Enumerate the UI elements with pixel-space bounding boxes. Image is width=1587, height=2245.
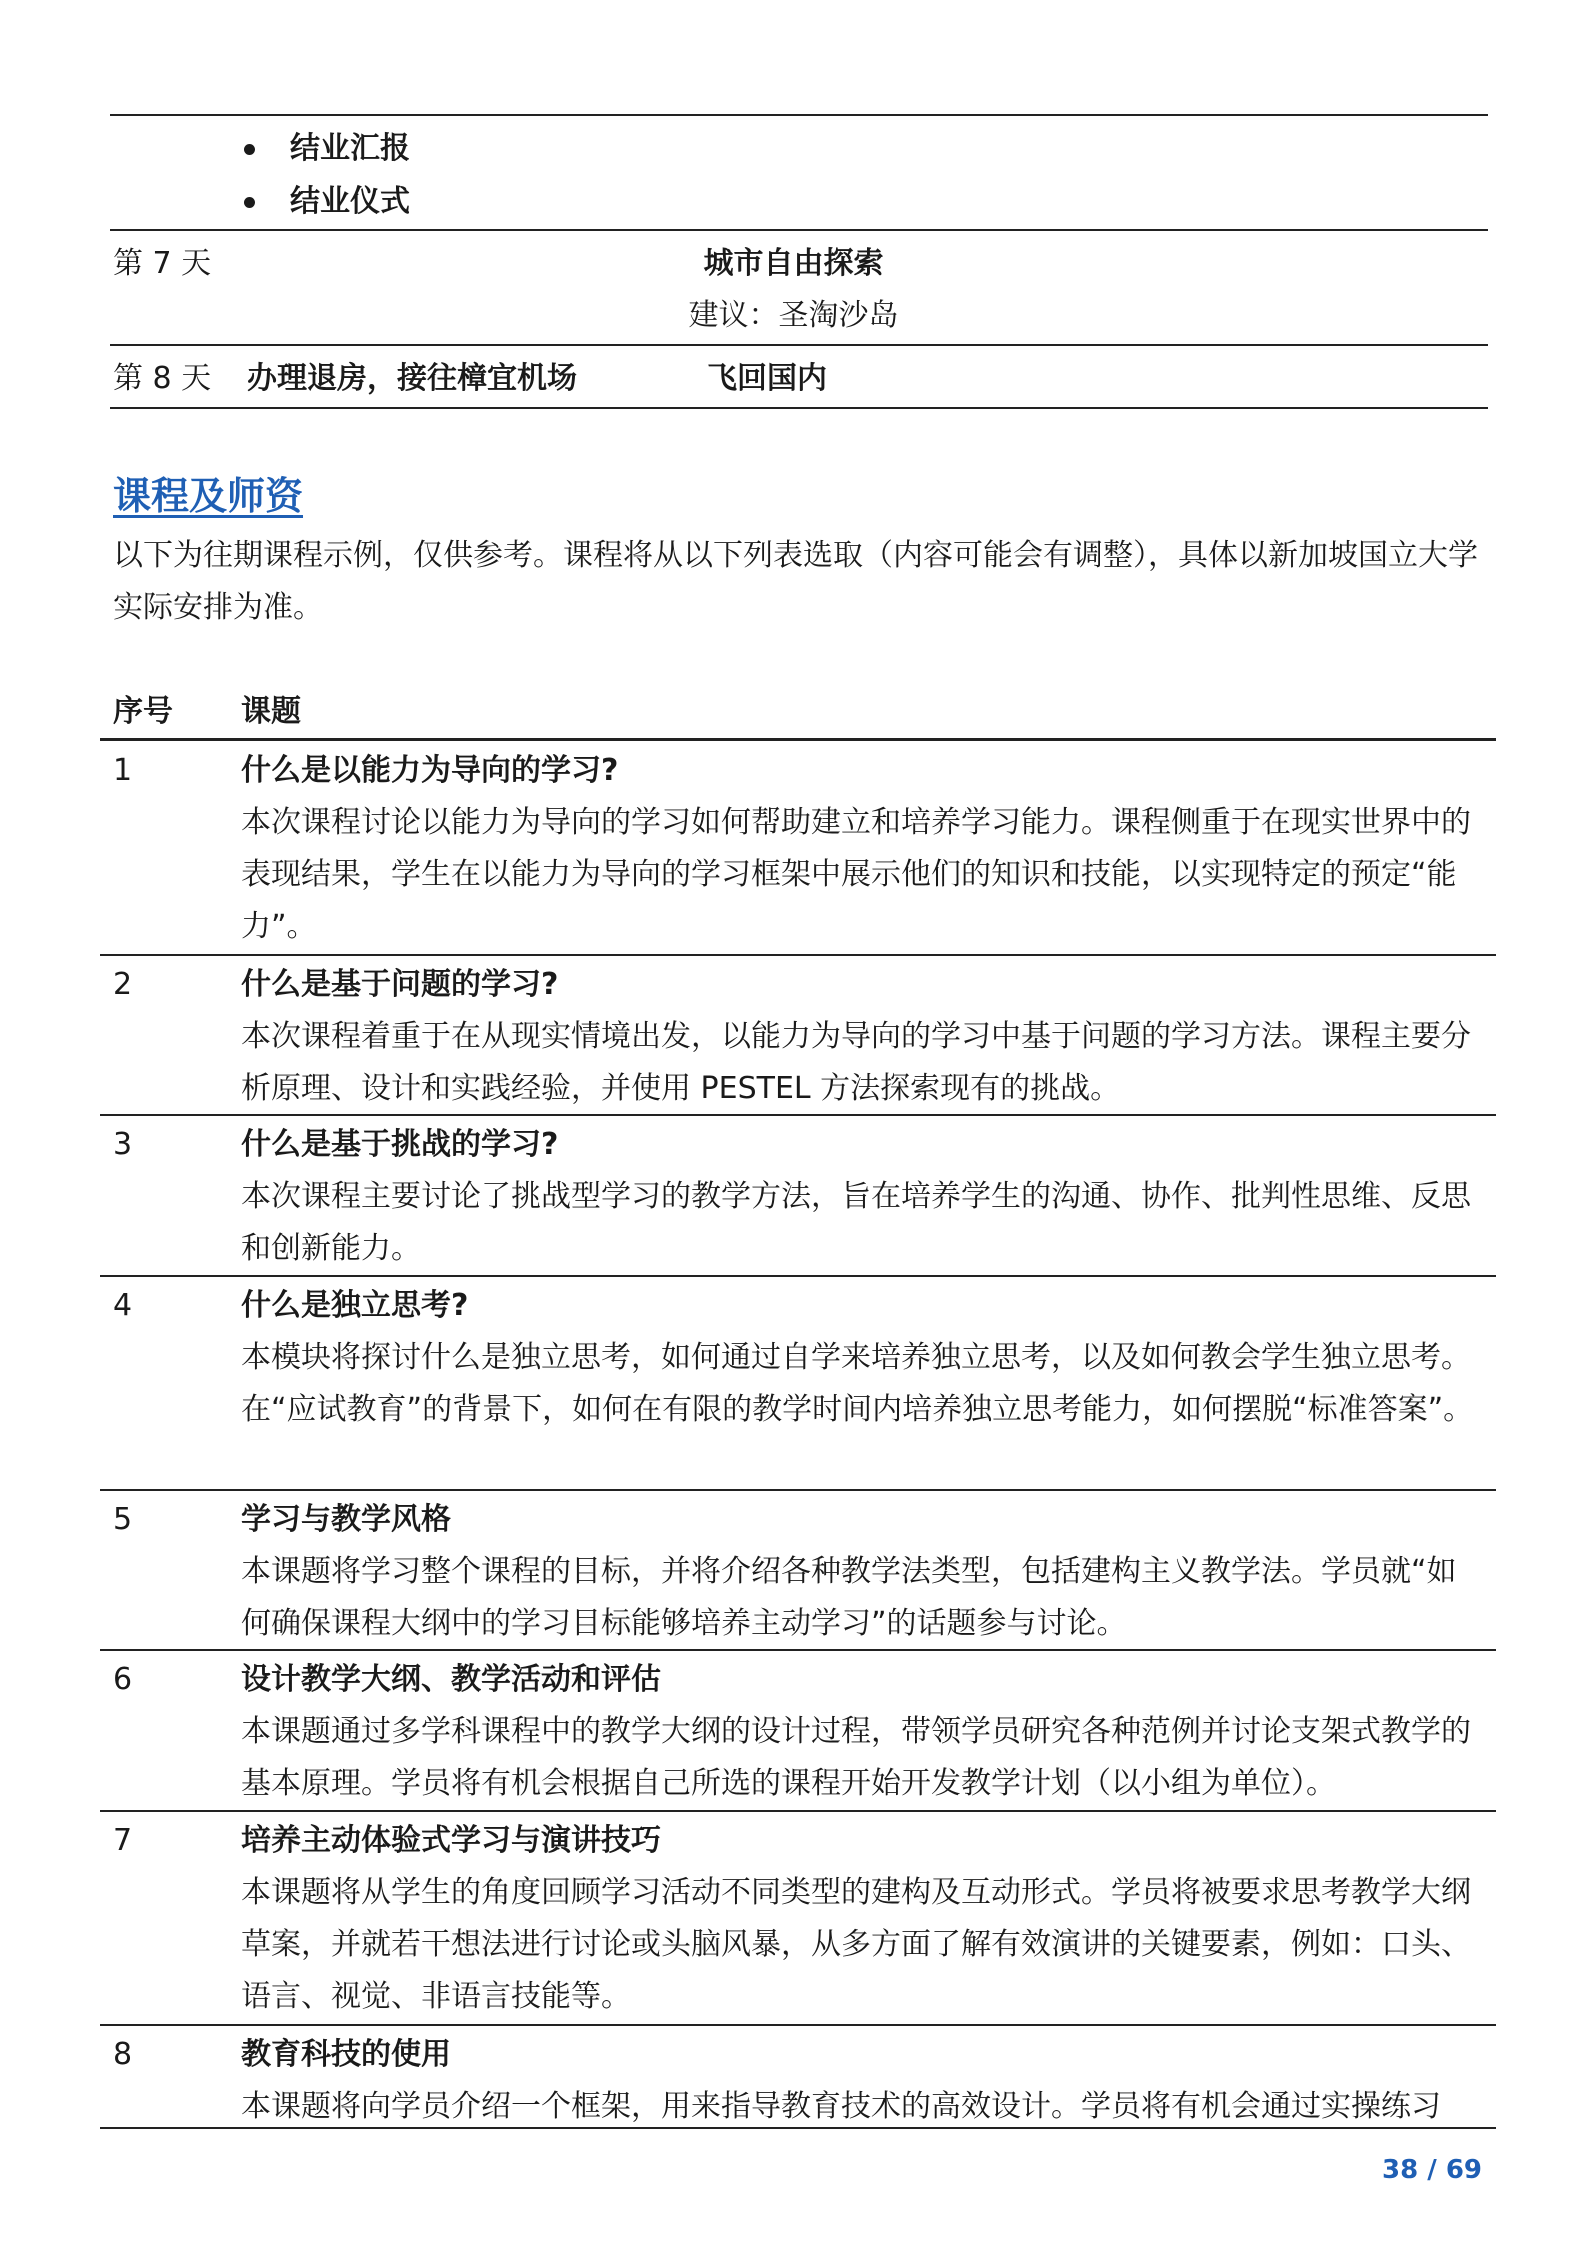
header-num: 序号	[113, 694, 173, 729]
section-intro: 以下为往期课程示例，仅供参考。课程将从以下列表选取（内容可能会有调整），具体以新加坡国立大学实际安排为准。	[113, 538, 1478, 625]
row-title: 什么是基于问题的学习?	[241, 967, 559, 1002]
day7-note: 建议：圣淘沙岛	[688, 298, 899, 333]
table-rule	[110, 344, 1488, 346]
row-description: 本次课程着重于在从现实情境出发，以能力为导向的学习中基于问题的学习方法。课程主要分析原理、设计和实践经验，并使用 PESTEL 方法探索现有的挑战。	[241, 1019, 1471, 1106]
row-number: 8	[113, 2037, 133, 2072]
row-description: 本课题通过多学科课程中的教学大纲的设计过程，带领学员研究各种范例并讨论支架式教学的基本原理。学员将有机会根据自己所选的课程开始开发教学计划（以小组为单位）。	[241, 1714, 1471, 1801]
bullet-list	[290, 122, 410, 228]
row-title: 教育科技的使用	[241, 2037, 451, 2072]
header-topic: 课题	[241, 694, 301, 729]
row-rule	[100, 1810, 1496, 1812]
row-rule	[100, 2024, 1496, 2026]
table-row	[100, 2029, 1496, 2125]
row-number: 1	[113, 753, 133, 788]
row-title: 什么是以能力为导向的学习?	[241, 753, 619, 788]
row-number: 7	[113, 1823, 133, 1858]
table-rule	[110, 229, 1488, 231]
row-title: 设计教学大纲、教学活动和评估	[241, 1662, 661, 1697]
row-number: 3	[113, 1127, 133, 1162]
bullet-item: 结业仪式	[290, 175, 410, 228]
row-description: 本次课程主要讨论了挑战型学习的教学方法，旨在培养学生的沟通、协作、批判性思维、反思和创新能力。	[241, 1179, 1471, 1266]
row-rule	[100, 1489, 1496, 1491]
row-number: 5	[113, 1502, 133, 1537]
row-rule	[100, 1275, 1496, 1277]
row-number: 2	[113, 967, 133, 1002]
row-rule	[100, 1114, 1496, 1116]
row-rule	[100, 954, 1496, 956]
row-rule	[100, 1649, 1496, 1651]
row-number: 6	[113, 1662, 133, 1697]
day8-activity: 办理退房，接往樟宜机场	[247, 361, 577, 396]
row-description: 本课题将向学员介绍一个框架，用来指导教育技术的高效设计。学员将有机会通过实操练习	[241, 2089, 1441, 2124]
page-number: 38 / 69	[1382, 2155, 1482, 2185]
day7-label: 第 7 天	[113, 246, 212, 281]
row-title: 什么是独立思考?	[241, 1288, 469, 1323]
row-title: 学习与教学风格	[241, 1502, 451, 1537]
row-number: 4	[113, 1288, 133, 1323]
table-rule	[110, 114, 1488, 116]
table-header-rule	[100, 738, 1496, 741]
table-rule	[110, 407, 1488, 409]
row-title: 什么是基于挑战的学习?	[241, 1127, 559, 1162]
day8-flight: 飞回国内	[707, 361, 827, 396]
row-description: 本课题将学习整个课程的目标，并将介绍各种教学法类型，包括建构主义教学法。学员就“如何确保课程大纲中的学习目标能够培养主动学习”的话题参与讨论。	[241, 1554, 1457, 1641]
day7-title: 城市自由探索	[703, 246, 884, 281]
section-title: 课程及师资	[113, 474, 304, 518]
row-description: 本模块将探讨什么是独立思考，如何通过自学来培养独立思考，以及如何教会学生独立思考。在“应试教育”的背景下，如何在有限的教学时间内培养独立思考能力，如何摆脱“标准答案”。	[241, 1340, 1474, 1427]
row-description: 本次课程讨论以能力为导向的学习如何帮助建立和培养学习能力。课程侧重于在现实世界中的表现结果，学生在以能力为导向的学习框架中展示他们的知识和技能，以实现特定的预定“能力”。	[241, 805, 1471, 944]
row-rule	[100, 2127, 1496, 2129]
row-title: 培养主动体验式学习与演讲技巧	[241, 1823, 661, 1858]
bullet-item: 结业汇报	[290, 122, 410, 175]
row-description: 本课题将从学生的角度回顾学习活动不同类型的建构及互动形式。学员将被要求思考教学大纲草案，并就若干想法进行讨论或头脑风暴，从多方面了解有效演讲的关键要素，例如：口头、语言、视觉、非语言技能等。	[241, 1875, 1471, 2014]
day8-label: 第 8 天	[113, 361, 212, 396]
